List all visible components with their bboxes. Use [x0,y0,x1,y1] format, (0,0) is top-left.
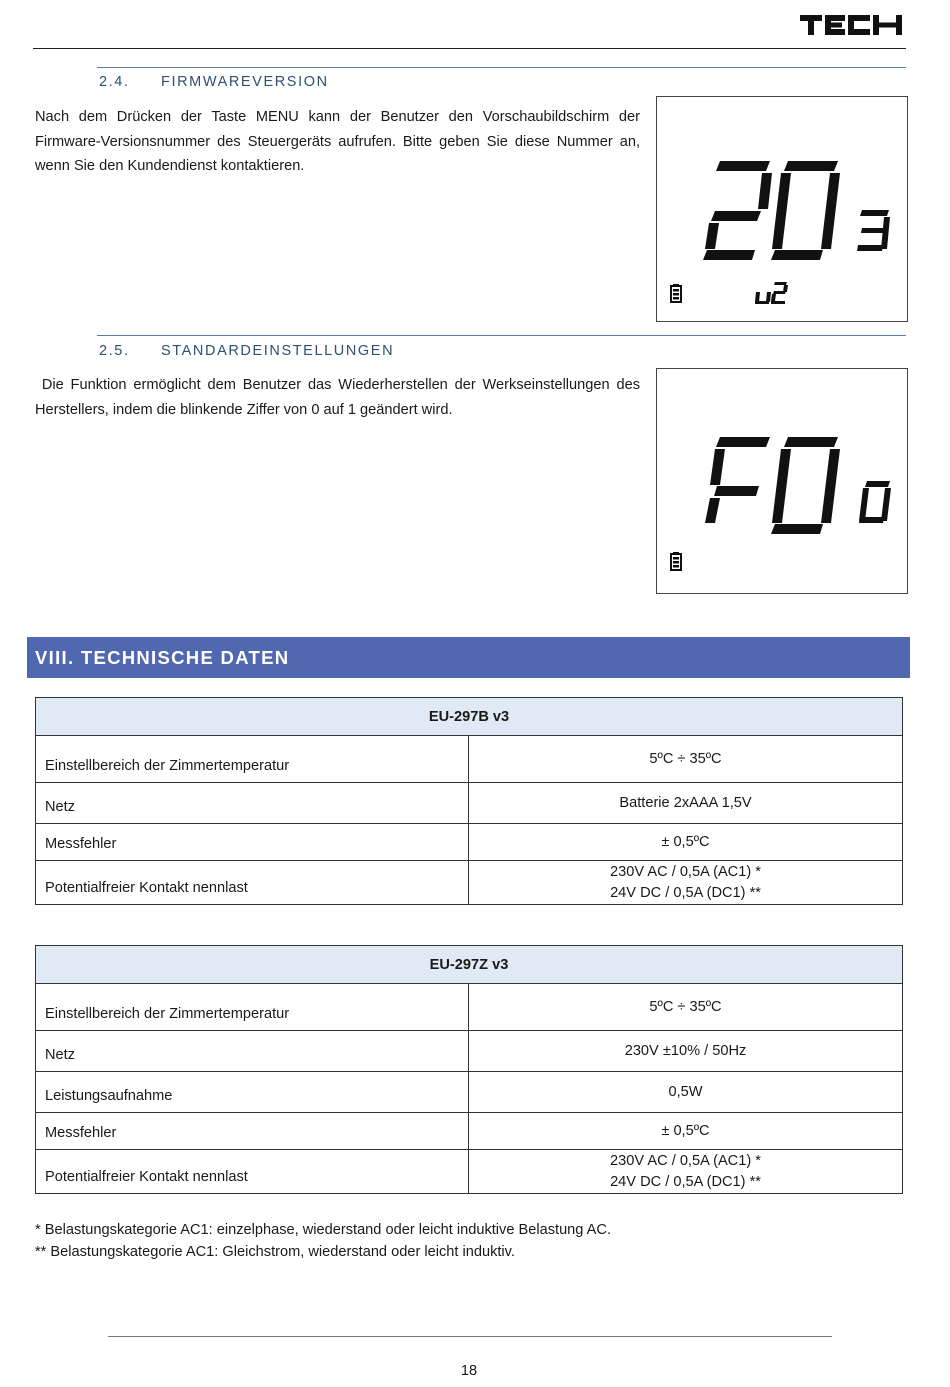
table-row [36,824,903,861]
row-value-line: 230V AC / 0,5A (AC1) * [610,863,761,880]
row-value: 230V ±10% / 50Hz [469,1031,903,1072]
table-title: EU-297Z v3 [36,946,903,984]
section-number: 2.5. [99,343,130,359]
row-label: Netz [36,783,469,824]
table-row [36,1113,903,1150]
defaults-paragraph: Die Funktion ermöglicht dem Benutzer das Wiederherstellen der Werkseinstellungen des Herstellers, indem die blinkende Ziffer von 0 auf 1 geändert wird. [35,377,645,418]
table-row [36,1031,903,1072]
table-title-row [36,698,903,736]
section-heading-firmware [99,74,329,90]
row-value: 0,5W [469,1072,903,1113]
row-value-line: 230V AC / 0,5A (AC1) * [610,1152,761,1169]
row-label: Potentialfreier Kontakt nennlast [36,1150,469,1194]
footer-rule [108,1336,832,1337]
table-title-row [36,946,903,984]
row-value: ± 0,5ºC [469,1113,903,1150]
lcd-display-firmware [656,96,908,322]
tech-logo [800,12,904,38]
spec-table-eu297z [35,945,903,1194]
row-label: Netz [36,1031,469,1072]
row-value [469,861,903,905]
footnote-ac1: * Belastungskategorie AC1: einzelphase, wiederstand oder leicht induktive Belastung AC. [35,1222,611,1238]
table-row [36,861,903,905]
row-label: Messfehler [36,824,469,861]
row-label: Leistungsaufnahme [36,1072,469,1113]
table-title: EU-297B v3 [36,698,903,736]
row-label: Potentialfreier Kontakt nennlast [36,861,469,905]
section-heading-defaults [99,343,394,359]
lcd-firmware-graphic [657,97,907,321]
row-label: Messfehler [36,1113,469,1150]
table-row [36,783,903,824]
row-value: Batterie 2xAAA 1,5V [469,783,903,824]
table-row [36,984,903,1031]
row-value: 5ºC ÷ 35ºC [469,984,903,1031]
row-value [469,1150,903,1194]
chapter-heading: VIII. TECHNISCHE DATEN [27,637,910,678]
section-rule [97,335,906,336]
lcd-defaults-graphic [657,369,907,593]
row-label: Einstellbereich der Zimmertemperatur [36,984,469,1031]
table-row [36,736,903,783]
section-rule [97,67,906,68]
row-value-line: 24V DC / 0,5A (DC1) ** [610,1173,761,1190]
row-value-line: 24V DC / 0,5A (DC1) ** [610,884,761,901]
spec-table-eu297b [35,697,903,905]
section-title: STANDARDEINSTELLUNGEN [161,343,395,359]
table-row [36,1072,903,1113]
row-value: ± 0,5ºC [469,824,903,861]
firmware-paragraph: Nach dem Drücken der Taste MENU kann der Benutzer den Vorschaubildschirm der Firmware-Versionsnummer des Steuergeräts aufrufen. Bitte geben Sie diese Nummer an, wenn Sie den Kundendienst kontaktieren. [35,109,640,174]
page-number: 18 [460,1363,478,1379]
lcd-display-defaults [656,368,908,594]
header-rule [33,48,906,49]
section-title: FIRMWAREVERSION [161,74,329,90]
section-number: 2.4. [99,74,130,90]
footnote-dc1: ** Belastungskategorie AC1: Gleichstrom, wiederstand oder leicht induktiv. [35,1244,515,1260]
row-label: Einstellbereich der Zimmertemperatur [36,736,469,783]
row-value: 5ºC ÷ 35ºC [469,736,903,783]
table-row [36,1150,903,1194]
